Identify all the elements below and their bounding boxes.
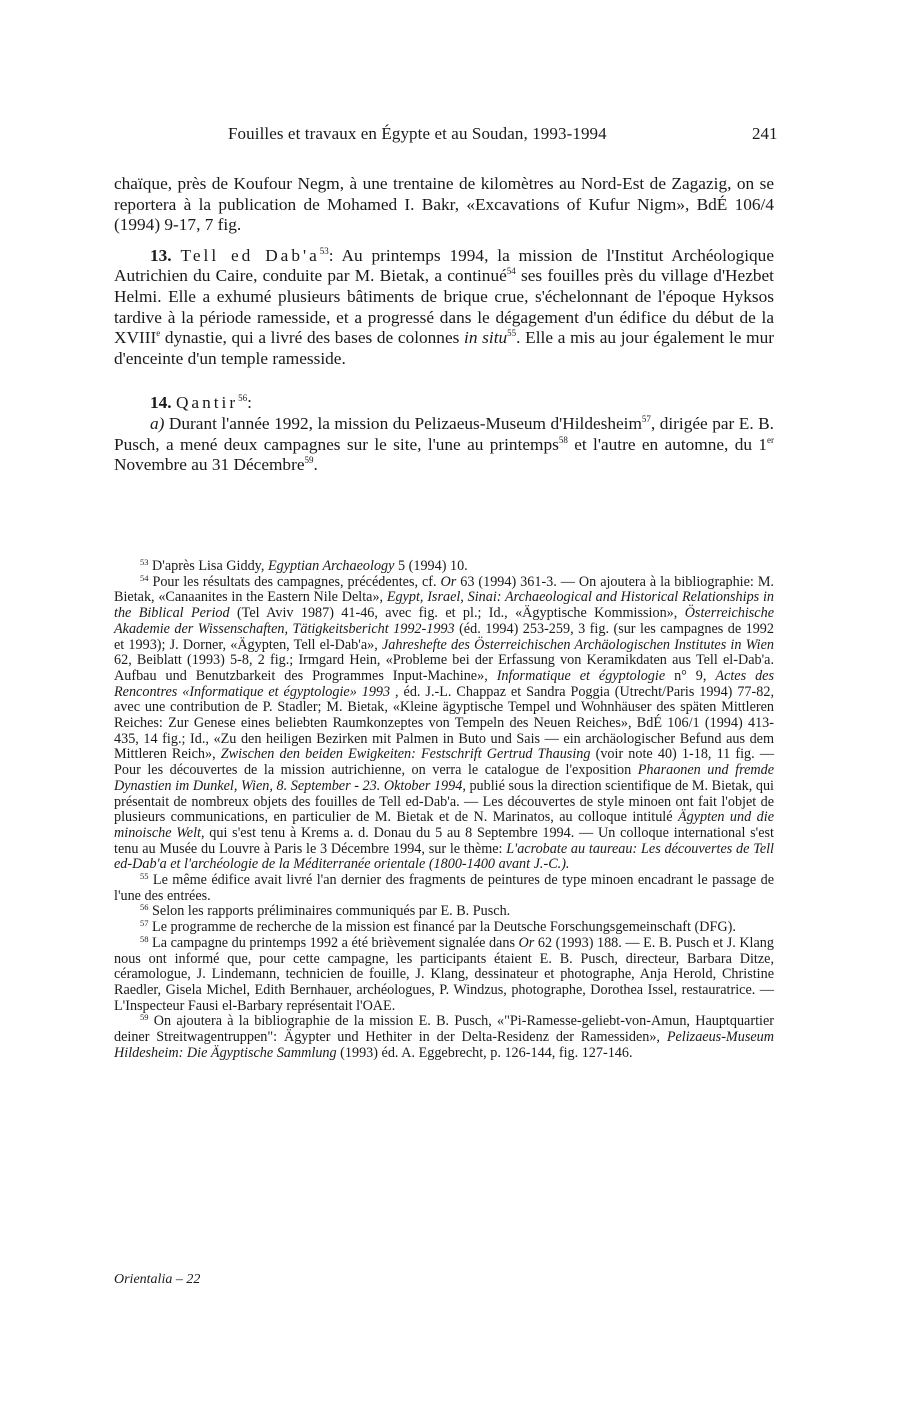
footnote-ref[interactable]: 56 bbox=[238, 393, 248, 404]
footnote-text: , éd. J.-L. Chappaz et Sandra Poggia (Utrecht/Paris 1994) 77-82, avec une contribution de P. Stadler; M. Bietak, «Kleine ägyptische Tempel und Wohnhäuser des späten Mittleren Reiches: Zur Genese eines beliebten Raumkonzeptes von Tempeln des Neuen Reiches», BdÉ 106/1 (1994) 413-435, 14 fig.; Id., «Zu den heiligen Bezirken mit Palmen in Buto und Sais — ein archäologischer Befund aus dem Mittleren Reich», bbox=[114, 683, 774, 763]
section-number: 13. bbox=[150, 245, 172, 265]
footnote-ref[interactable]: 55 bbox=[507, 328, 517, 339]
footnote-text: Le programme de recherche de la mission est financé par la Deutsche Forschungsgemeinschaft (DFG). bbox=[148, 919, 736, 936]
footnote-title: Pelizaeus-Museum Hildesheim: Die Ägyptische Sammlung bbox=[114, 1029, 774, 1061]
footnote-text: (1993) éd. A. Eggebrecht, p. 126-144, fig. 127-146. bbox=[336, 1044, 633, 1061]
footnote-text: Le même édifice avait livré l'an dernier des fragments de peintures de type minoen encadrant le passage de l'une des entrées. bbox=[114, 872, 774, 904]
footnote-title: Informatique et égyptologie bbox=[496, 667, 666, 684]
paragraph-continuation: chaïque, près de Koufour Negm, à une trentaine de kilomètres au Nord-Est de Zagazig, on se reportera à la publication de Mohamed I. Bakr, «Excavations of Kufur Nigm», BdÉ 106/4 (1994) 9-17, 7 fig. bbox=[114, 174, 774, 235]
footnote-text: Pour les résultats des campagnes, précédentes, cf. bbox=[148, 573, 441, 590]
paragraph-text: , dirigée par E. B. Pusch, a mené deux campagnes sur le site, l'une au printemps bbox=[114, 413, 774, 454]
footnote-text: , publié sous la direction scientifique de M. Bietak, qui présentait de nombreux objets des fouilles de Tell ed-Dab'a. — Les découvertes de style minoen ont fait l'objet de plusieurs communications, en particulier de M. Bietak et de N. Marinatos, au colloque intitulé bbox=[114, 777, 774, 826]
footnote-number: 55 bbox=[140, 871, 149, 882]
footnote-title: Österreichische Akademie der Wissenschaften, Tätigkeitsbericht 1992-1993 bbox=[114, 605, 774, 637]
footnote-title: Zwischen den beiden Ewigkeiten: Festschrift Gertrud Thausing bbox=[220, 746, 591, 763]
footnote-58 bbox=[114, 933, 774, 1015]
footnote-title: Pharaonen und fremde Dynastien im Dunkel, Wien, 8. September - 23. Oktober 1994 bbox=[114, 762, 775, 794]
footnote-number: 58 bbox=[140, 933, 149, 944]
paragraph-text: ses fouilles près du village d'Hezbet Helmi. Elle a exhumé plusieurs bâtiments de brique crue, s'échelonnant de l'époque Hyksos tardive à la période ramesside, et a progressé dans le dégagement d'un édifice du début de la XVIII bbox=[114, 266, 774, 348]
footnote-text: On ajoutera à la bibliographie de la mission E. B. Pusch, «"Pi-Ramesse-geliebt-von-Amun, Hauptquartier deiner Streitwagentruppen": Ägypter und Hethiter in der Delta-Residenz der Ramessiden», bbox=[114, 1013, 774, 1046]
superscript: er bbox=[767, 434, 774, 445]
footnote-text: n° 9, bbox=[665, 667, 716, 684]
footnote-text: (éd. 1994) 253-259, 3 fig. (sur les campagnes de 1992 et 1993); J. Dorner, «Ägypten, Tell el-Dab'a», bbox=[114, 620, 774, 653]
footnote-title: Or bbox=[440, 573, 457, 590]
footnote-ref[interactable]: 59 bbox=[304, 455, 314, 466]
footnote-text: 62 (1993) 188. — E. B. Pusch et J. Klang nous ont informé que, pour cette campagne, les participants étaient E. B. Pusch, directeur, Barbara Ditze, céramologue, J. Lindemann, technicien de fouille, J. Klang, dessinateur et photographe, Anja Herold, Christine Raedler, Gisela Michel, Edith Bernhauer, archéologues, P. Windzus, photographe, Dorothea Issel, restauratrice. — L'Inspecteur Fausi el-Barbary représentait l'OAE. bbox=[114, 934, 774, 1014]
footnote-number: 57 bbox=[140, 918, 149, 929]
paragraph-text: dynastie, qui a livré des bases de colonnes bbox=[160, 328, 465, 348]
footnote-ref[interactable]: 57 bbox=[641, 413, 651, 424]
footnote-text: (voir note 40) 1-18, 11 fig. — Pour les découvertes de la mission autrichienne, on verra le catalogue de l'exposition bbox=[114, 746, 775, 779]
footnote-ref[interactable]: 54 bbox=[506, 266, 516, 277]
footnote-59 bbox=[114, 1014, 774, 1061]
paragraph-text: et l'autre en automne, du 1 bbox=[567, 434, 767, 454]
footnote-number: 59 bbox=[140, 1012, 149, 1023]
paragraph-text: : bbox=[247, 393, 252, 413]
footnote-number: 56 bbox=[140, 902, 149, 913]
footnote-title: L'acrobate au taureau: Les découvertes de Tell ed-Dab'a et l'archéologie de la Méditerranée orientale (1800-1400 avant J.-C.). bbox=[114, 840, 774, 873]
paragraph-text: Novembre au 31 Décembre bbox=[114, 455, 305, 475]
footnote-text: 5 (1994) 10. bbox=[394, 558, 468, 574]
paragraph-text: . Elle a mis au jour également le mur d'enceinte d'un temple ramesside. bbox=[114, 328, 774, 368]
section-14-paragraph bbox=[114, 414, 774, 476]
footnote-text: 62, Beiblatt (1993) 5-8, 2 fig.; Irmgard Hein, «Probleme bei der Erfassung von Keramikdaten aus Tell el-Dab'a. Aufbau und Benutzbarkeit des Programmes Input-Machine», bbox=[114, 652, 774, 684]
footnotes bbox=[114, 559, 774, 1062]
footnote-text: Selon les rapports préliminaires communiqués par E. B. Pusch. bbox=[148, 903, 511, 920]
footnote-ref[interactable]: 53 bbox=[319, 245, 329, 256]
running-head: Fouilles et travaux en Égypte et au Soudan, 1993-1994 bbox=[228, 124, 607, 143]
footnote-title: Actes des Rencontres «Informatique et égyptologie» 1993 bbox=[114, 667, 774, 700]
footnote-title: Egyptian Archaeology bbox=[267, 558, 395, 574]
footnote-title: Or bbox=[518, 934, 535, 951]
footnote-54 bbox=[114, 572, 775, 873]
subsection-label: a) bbox=[150, 413, 165, 433]
paragraph-text: Durant l'année 1992, la mission du Pelizaeus-Museum d'Hildesheim bbox=[164, 413, 642, 433]
footnote-number: 53 bbox=[140, 557, 149, 567]
section-13-paragraph bbox=[114, 246, 774, 370]
section-14-heading bbox=[114, 393, 774, 414]
footnote-text: D'après Lisa Giddy, bbox=[148, 558, 268, 574]
footnote-57 bbox=[114, 920, 774, 936]
superscript: e bbox=[156, 328, 161, 339]
footnote-text: , qui s'est tenu à Krems a. d. Donau du 5 au 8 Septembre 1994. — Un colloque international s'est tenu au Musée du Louvre à Paris le 3 Décembre 1994, sur le thème: bbox=[114, 824, 774, 857]
paragraph-text: . bbox=[313, 455, 318, 475]
footnote-title: Ägypten und die minoische Welt bbox=[114, 809, 774, 841]
footnote-title: Jahreshefte des Österreichischen Archäologischen Institutes in Wien bbox=[381, 636, 774, 653]
section-number: 14. bbox=[150, 393, 172, 413]
paragraph-text: : Au printemps 1994, la mission de l'Institut Archéologique Autrichien du Caire, conduite par M. Bietak, a continué bbox=[114, 245, 774, 286]
footnote-text: La campagne du printemps 1992 a été brièvement signalée dans bbox=[148, 934, 519, 951]
italic-term: in situ bbox=[464, 328, 508, 348]
signature-mark: Orientalia – 22 bbox=[114, 1272, 201, 1287]
site-name: Qantir bbox=[175, 393, 239, 413]
footnote-ref[interactable]: 58 bbox=[558, 434, 568, 445]
footnote-title: Egypt, Israel, Sinai: Archaeological and Historical Relationships in the Biblical Period bbox=[114, 589, 774, 622]
footnote-55 bbox=[114, 873, 774, 904]
footnote-text: (Tel Aviv 1987) 41-46, avec fig. et pl.; Id., «Ägyptische Kommission», bbox=[229, 605, 685, 622]
footnote-56 bbox=[114, 904, 774, 920]
site-name: Tell ed Dab'a bbox=[180, 245, 320, 265]
main-text bbox=[114, 174, 774, 476]
footnote-53 bbox=[114, 559, 774, 575]
footnote-number: 54 bbox=[140, 572, 149, 583]
footnote-text: 63 (1994) 361-3. — On ajoutera à la bibliographie: M. Bietak, «Canaanites in the Eastern Nile Delta», bbox=[114, 573, 774, 606]
page-number: 241 bbox=[752, 124, 778, 143]
